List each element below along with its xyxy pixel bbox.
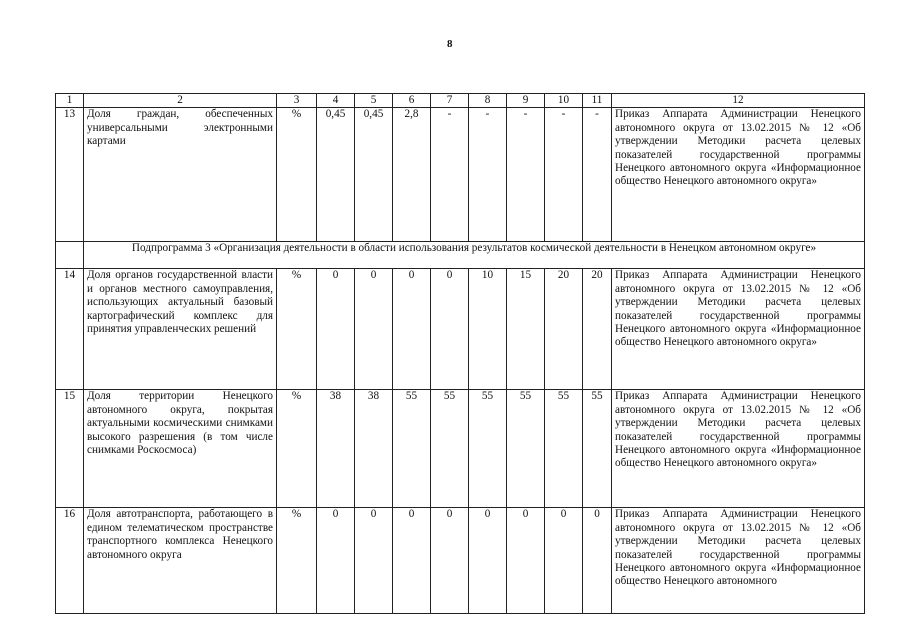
indicator-name: Доля автотранспорта, работающего в едином телематическом пространстве транспортного комплекса Ненецкого автономного округа xyxy=(84,508,277,614)
header-cell: 5 xyxy=(355,94,393,108)
subprogram-row xyxy=(56,242,865,269)
header-cell: 2 xyxy=(84,94,277,108)
unit-cell: % xyxy=(277,108,317,242)
header-cell: 12 xyxy=(612,94,865,108)
header-cell: 7 xyxy=(431,94,469,108)
methodology-reference: Приказ Аппарата Администрации Ненецкого автономного округа от 13.02.2015 № 12 «Об утверждении Методики расчета целевых показателей государственной программы Ненецкого автономного округа «Информационное общество Ненецкого автономного округа» xyxy=(612,108,865,242)
value-cell: 0,45 xyxy=(355,108,393,242)
value-cell: 55 xyxy=(469,390,507,508)
table-header-row xyxy=(56,94,865,108)
header-cell: 4 xyxy=(317,94,355,108)
page-number: 8 xyxy=(447,38,453,50)
indicators-table xyxy=(55,93,865,614)
value-cell: 38 xyxy=(355,390,393,508)
unit-cell: % xyxy=(277,269,317,390)
value-cell: 20 xyxy=(545,269,583,390)
table-row xyxy=(56,108,865,242)
value-cell: 0 xyxy=(431,269,469,390)
value-cell: 55 xyxy=(393,390,431,508)
table-row xyxy=(56,390,865,508)
value-cell: 0 xyxy=(393,508,431,614)
table-row xyxy=(56,269,865,390)
value-cell: 15 xyxy=(507,269,545,390)
value-cell: 0 xyxy=(469,508,507,614)
row-number: 13 xyxy=(56,108,84,242)
value-cell: - xyxy=(431,108,469,242)
value-cell: 20 xyxy=(583,269,612,390)
indicator-name: Доля территории Ненецкого автономного округа, покрытая актуальными космическими снимками высокого разрешения (в том числе снимками Роскосмоса) xyxy=(84,390,277,508)
header-cell: 1 xyxy=(56,94,84,108)
header-cell: 11 xyxy=(583,94,612,108)
value-cell: 55 xyxy=(545,390,583,508)
header-cell: 10 xyxy=(545,94,583,108)
value-cell: 0,45 xyxy=(317,108,355,242)
value-cell: 0 xyxy=(355,269,393,390)
row-number: 15 xyxy=(56,390,84,508)
table-row xyxy=(56,508,865,614)
header-cell: 3 xyxy=(277,94,317,108)
value-cell: - xyxy=(507,108,545,242)
value-cell: 0 xyxy=(507,508,545,614)
value-cell: 55 xyxy=(507,390,545,508)
value-cell: 38 xyxy=(317,390,355,508)
indicator-name: Доля граждан, обеспеченных универсальными электронными картами xyxy=(84,108,277,242)
row-number: 16 xyxy=(56,508,84,614)
value-cell: 2,8 xyxy=(393,108,431,242)
value-cell: 0 xyxy=(317,269,355,390)
value-cell: 0 xyxy=(431,508,469,614)
row-number: 14 xyxy=(56,269,84,390)
methodology-reference: Приказ Аппарата Администрации Ненецкого автономного округа от 13.02.2015 № 12 «Об утверждении Методики расчета целевых показателей государственной программы Ненецкого автономного округа «Информационное общество Ненецкого автономного округа» xyxy=(612,390,865,508)
value-cell: 0 xyxy=(317,508,355,614)
value-cell: 55 xyxy=(583,390,612,508)
header-cell: 8 xyxy=(469,94,507,108)
value-cell: 10 xyxy=(469,269,507,390)
value-cell: 0 xyxy=(545,508,583,614)
value-cell: - xyxy=(545,108,583,242)
value-cell: 0 xyxy=(583,508,612,614)
empty-cell xyxy=(56,242,84,269)
unit-cell: % xyxy=(277,390,317,508)
value-cell: 0 xyxy=(355,508,393,614)
indicator-name: Доля органов государственной власти и органов местного самоуправления, использующих актуальный базовый картографический комплекс для принятия управленческих решений xyxy=(84,269,277,390)
subprogram-title: Подпрограмма 3 «Организация деятельности в области использования результатов космической деятельности в Ненецком автономном округе» xyxy=(84,242,865,269)
value-cell: 0 xyxy=(393,269,431,390)
methodology-reference: Приказ Аппарата Администрации Ненецкого автономного округа от 13.02.2015 № 12 «Об утверждении Методики расчета целевых показателей государственной программы Ненецкого автономного округа «Информационное общество Ненецкого автономного округа» xyxy=(612,269,865,390)
value-cell: - xyxy=(469,108,507,242)
header-cell: 9 xyxy=(507,94,545,108)
unit-cell: % xyxy=(277,508,317,614)
header-cell: 6 xyxy=(393,94,431,108)
methodology-reference: Приказ Аппарата Администрации Ненецкого автономного округа от 13.02.2015 № 12 «Об утверждении Методики расчета целевых показателей государственной программы Ненецкого автономного округа «Информационное общество Ненецкого автономного xyxy=(612,508,865,614)
value-cell: 55 xyxy=(431,390,469,508)
value-cell: - xyxy=(583,108,612,242)
